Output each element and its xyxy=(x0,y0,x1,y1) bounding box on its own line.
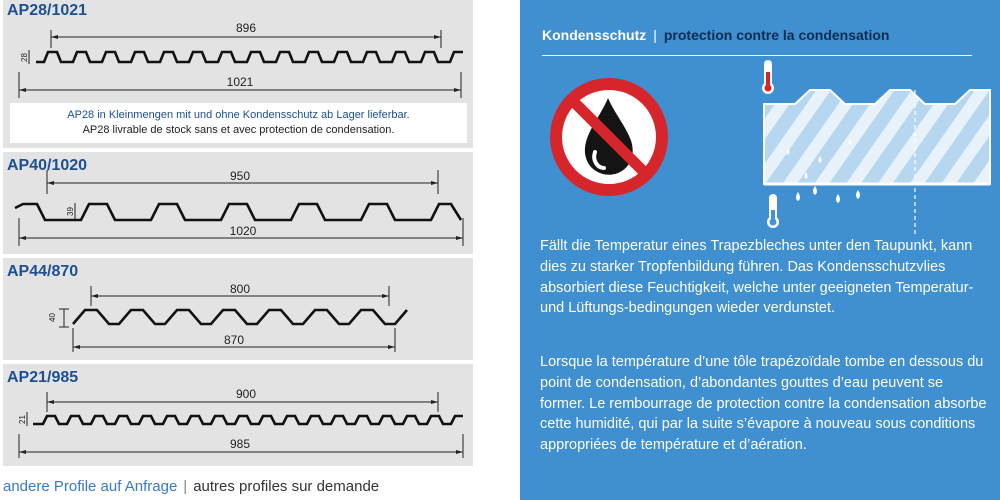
condensation-info-panel xyxy=(520,0,1000,500)
profile-line xyxy=(33,416,463,424)
profile-title: AP28/1021 xyxy=(7,2,88,19)
condensation-text-fr: Lorsque la température d’une tôle trapézoïdale tombe en dessous du point de condensation, d’abondantes gouttes d’eau peuvent se former. Le rembourrage de protection contre la condensation absorbe cette humidité, qui par la suite s’évapore à nouveau sous conditions appropriées de température et d’aération. xyxy=(540,354,987,454)
footer-separator: | xyxy=(183,478,188,495)
dimension-height: 40 xyxy=(48,313,57,322)
condensation-text-de: Fällt die Temperatur eines Trapezbleches unter den Taupunkt, kann dies zu starker Tropfenbildung führen. Das Kondensschutzvlies absorbiert diese Feuchtigkeit, welche unter geeigneten Temperatur- und Lüftungs-bedingungen wieder verdunstet. xyxy=(540,238,974,317)
condensation-title-fr: protection contre la condensation xyxy=(663,27,890,43)
stock-note-de: AP28 in Kleinmengen mit und ohne Kondensschutz ab Lager lieferbar. xyxy=(67,109,410,121)
dimension-top: 896 xyxy=(235,21,257,35)
profile-title: AP44/870 xyxy=(7,263,79,280)
profile-panel-ap28 xyxy=(3,0,473,148)
profile-drawing-ap21 xyxy=(3,364,473,466)
profile-panel-ap44 xyxy=(3,258,473,360)
condensation-header xyxy=(542,27,972,56)
condensation-illustration xyxy=(520,60,1000,235)
dimension-top: 900 xyxy=(235,387,257,401)
stock-note-fr: AP28 livrable de stock sans et avec protection de condensation. xyxy=(82,124,395,136)
footer-note xyxy=(3,478,379,495)
profile-line xyxy=(15,204,461,220)
profile-drawing-ap40 xyxy=(3,152,473,254)
footer-fr: autres profiles sur demande xyxy=(193,478,380,495)
no-water-drop-sign-icon xyxy=(556,84,662,190)
condensation-title-de: Kondensschutz xyxy=(542,27,647,43)
dimension-height: 21 xyxy=(18,415,27,424)
profile-title: AP21/985 xyxy=(7,369,79,386)
profile-title: AP40/1020 xyxy=(7,157,88,174)
dimension-top: 800 xyxy=(229,282,251,296)
dimension-top: 950 xyxy=(229,169,251,183)
dimension-bottom: 985 xyxy=(229,437,251,451)
dimension-bottom: 1020 xyxy=(229,224,257,238)
thermometer-icon xyxy=(762,60,774,94)
profile-line xyxy=(36,52,463,62)
profile-drawing-ap44 xyxy=(3,258,473,360)
profile-panel-ap40 xyxy=(3,152,473,254)
condensation-title-separator: | xyxy=(653,27,657,43)
dimension-bottom: 1021 xyxy=(226,75,254,89)
dimension-height: 28 xyxy=(20,53,29,62)
profile-panel-ap21 xyxy=(3,364,473,466)
dimension-bottom: 870 xyxy=(223,333,245,347)
thermometer-icon xyxy=(767,194,779,228)
dimension-height: 39 xyxy=(66,207,75,216)
stock-note xyxy=(10,103,467,143)
condensation-fleece-illustration xyxy=(764,90,990,235)
profile-line xyxy=(73,310,407,324)
footer-de: andere Profile auf Anfrage xyxy=(3,478,178,495)
